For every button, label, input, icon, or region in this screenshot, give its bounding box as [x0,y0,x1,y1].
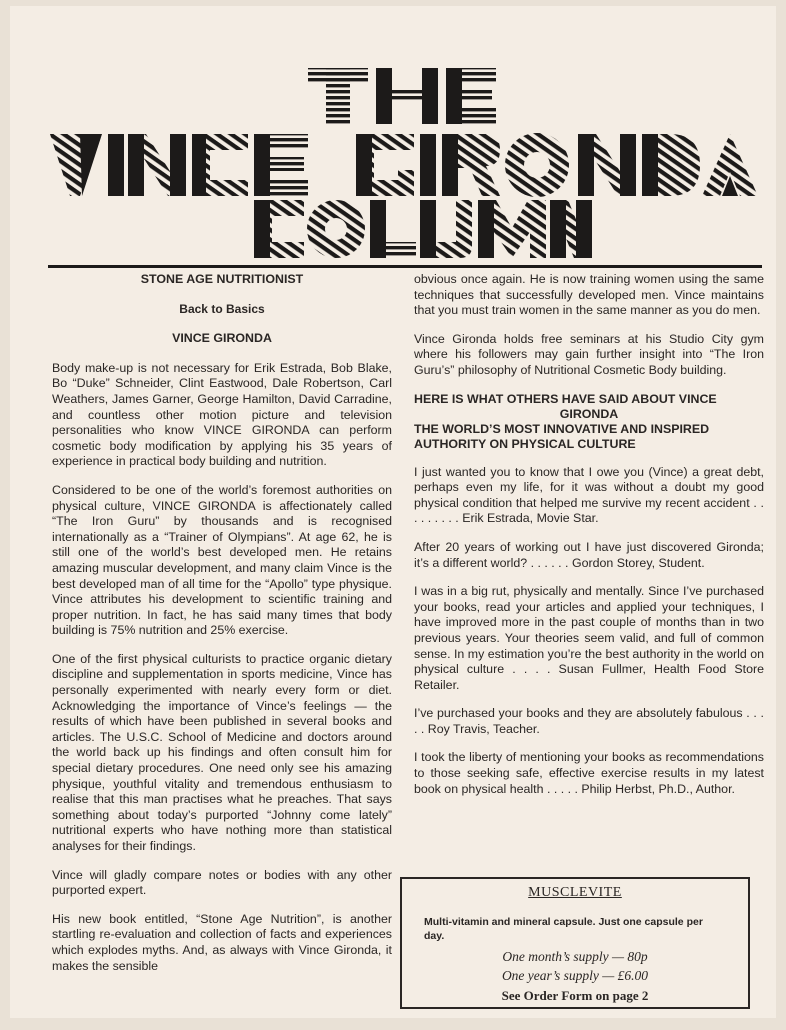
testimonial: I’ve purchased your books and they are absolutely fabulous . . . . . Roy Travis, Teacher. [414,706,764,736]
musclevite-advert [400,877,750,1009]
article-heading: STONE AGE NUTRITIONIST [140,272,304,286]
testimonials-heading-line2: GIRONDA [559,406,619,421]
right-column [414,272,764,810]
masthead-text-bottom: COLUMN [400,233,406,234]
article-subheading: Back to Basics [179,301,265,316]
article-author: VINCE GIRONDA [172,331,272,346]
masthead-title-art [10,6,776,268]
paragraph: obvious once again. He is now training women using the same techniques that successfully developed men. Vince maintains that you must train women in the same manner as you do men. [414,272,764,318]
advert-title: MUSCLEVITE [528,885,622,900]
masthead-rule [48,265,762,268]
paragraph: Vince Gironda holds free seminars at his Studio City gym where his followers may gain further insight into “The Iron Guru’s” philosophy of Nutritional Cosmetic Body building. [414,331,764,377]
advert-price-month: One month’s supply — 80p [502,949,648,964]
testimonial: I was in a big rut, physically and mentally. Since I’ve purchased your books, read your articles and applied your techniques, I have improved more in the past couple of months than in two previous years. Your theories seem valid, and full of common sense. In my estimation you’re the best authority in the world on physical culture . . . . Susan Fullmer, Health Food Store Retailer. [414,584,764,692]
masthead-line-column [254,200,592,258]
left-column [52,272,392,987]
testimonials-heading-line1: HERE IS WHAT OTHERS HAVE SAID ABOUT VINCE [414,391,717,406]
paragraph: Vince will gladly compare notes or bodies with any other purported expert. [52,867,392,898]
testimonial: I took the liberty of mentioning your books as recommendations to those seeking safe, effective exercise results in my latest book on physical health . . . . . Philip Herbst, Ph.D., Author. [414,750,764,796]
advert-description: Multi-vitamin and mineral capsule. Just one capsule per day. [424,916,703,942]
testimonials-heading-line3: THE WORLD’S MOST INNOVATIVE AND INSPIRED AUTHORITY ON PHYSICAL CULTURE [414,421,710,451]
masthead-line-vince-gironda [50,133,758,197]
testimonial: I just wanted you to know that I owe you (Vince) a great debt, perhaps even my life, for it was without a doubt my good physical condition that helped me survive my recent accident . . . . . . . . . Erik Estrada, Movie Star. [414,464,764,526]
paragraph: Body make-up is not necessary for Erik Estrada, Bob Blake, Bo “Duke” Schneider, Clint Eastwood, Dale Robertson, Carl Weathers, James Garner, George Hamilton, David Carradine, and countless other motion picture and television personalities who know VINCE GIRONDA can perform cosmetic body modification by applying his 35 years of experience in practical body building and nutrition. [52,360,392,469]
testimonial: After 20 years of working out I have just discovered Gironda; it’s a different world? . . . . . . Gordon Storey, Student. [414,539,764,570]
advert-price-year: One year’s supply — £6.00 [501,968,649,983]
testimonials-heading [414,392,764,452]
masthead-line-the [308,68,496,124]
paragraph: One of the first physical culturists to practice organic dietary discipline and supplementation in sports medicine, Vince has personally experimented with nearly every form or diet. Acknowledging the importance of Vince’s feelings — the results of which have been published in several books and articles. The U.S.C. School of Medicine and doctors around the world back up his findings and often consult him for special dietary procedures. One need only see his amazing physique, youthful vitality and tremendous enthusiasm to realise that this man practises what he preaches. That says something about today’s purported “Johnny come lately” nutritional experts who have nothing more than statistical analyses for their findings. [52,651,392,853]
masthead-text-top: THE [401,113,405,114]
column-masthead [10,6,776,268]
paragraph: His new book entitled, “Stone Age Nutrition”, is another startling re-evaluation and collection of facts and experiences which explodes myths. And, as always with Vince Gironda, it makes the sensible [52,911,392,973]
magazine-page [10,6,776,1018]
advert-order-link: See Order Form on page 2 [501,988,649,1003]
paragraph: Considered to be one of the world’s foremost authorities on physical culture, VINCE GIRONDA is affectionately called “The Iron Guru” by thousands and is recognised internationally as a “Trainer of Olympians”. At age 62, he is still one of the world’s best developed men. He retains amazing muscular development, and many claim Vince is the best developed man of all time for the “Apollo” type physique. Vince attributes his development to scientific training and proper nutrition. In fact, he has said many times that body building is 75% nutrition and 25% exercise. [52,482,392,638]
